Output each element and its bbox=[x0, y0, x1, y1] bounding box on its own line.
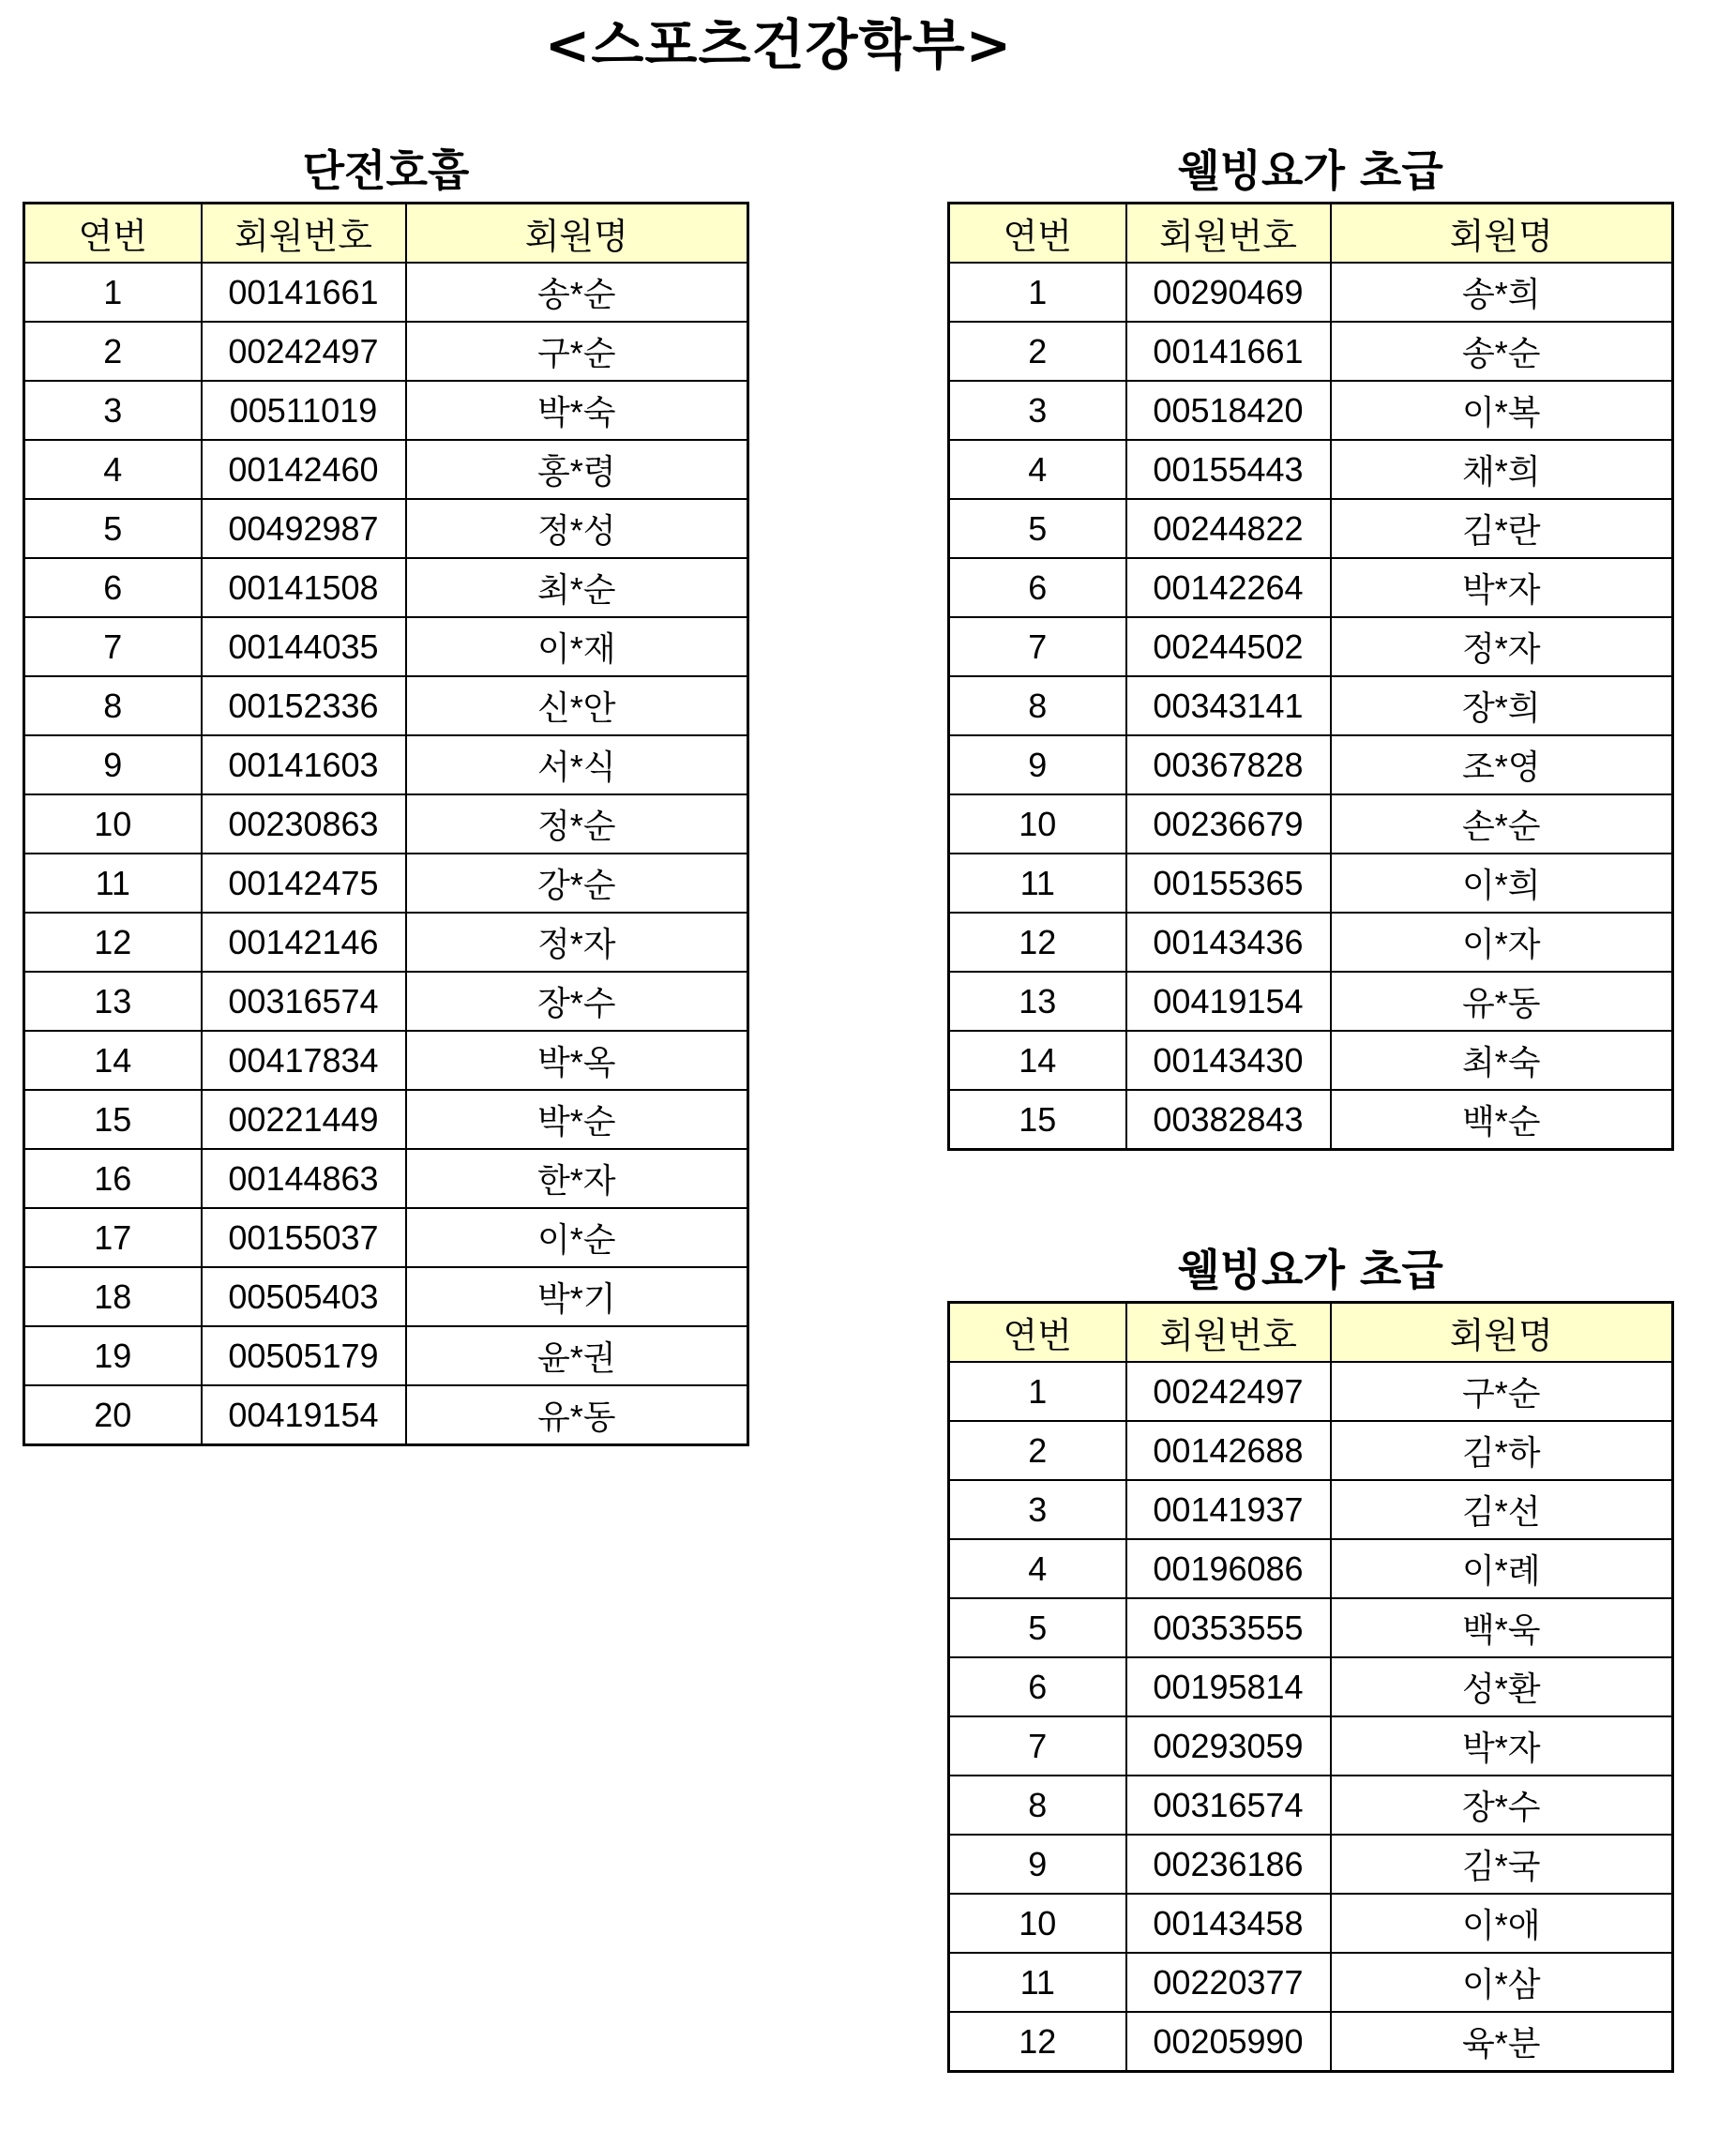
cell-member-name: 정*순 bbox=[406, 794, 748, 854]
cell-number: 6 bbox=[24, 558, 202, 617]
table-row bbox=[949, 794, 1673, 854]
cell-member-name: 윤*권 bbox=[406, 1326, 748, 1385]
cell-member-name: 김*선 bbox=[1331, 1480, 1673, 1539]
cell-member-id: 00244822 bbox=[1126, 499, 1331, 558]
table-row bbox=[949, 263, 1673, 322]
section-wellbeing-yoga-beginner bbox=[947, 141, 1674, 1151]
table-row bbox=[949, 1480, 1673, 1539]
cell-number: 5 bbox=[24, 499, 202, 558]
table-row bbox=[949, 972, 1673, 1031]
cell-member-id: 00293059 bbox=[1126, 1716, 1331, 1776]
cell-number: 14 bbox=[949, 1031, 1126, 1090]
cell-member-name: 정*자 bbox=[1331, 617, 1673, 676]
table-row bbox=[949, 1539, 1673, 1598]
cell-member-id: 00367828 bbox=[1126, 735, 1331, 794]
section-title: 단전호흡 bbox=[302, 145, 470, 196]
cell-number: 1 bbox=[949, 1362, 1126, 1421]
table-row bbox=[949, 499, 1673, 558]
cell-number: 15 bbox=[24, 1090, 202, 1149]
cell-number: 6 bbox=[949, 558, 1126, 617]
cell-member-name: 송*순 bbox=[1331, 322, 1673, 381]
cell-number: 9 bbox=[949, 735, 1126, 794]
cell-member-id: 00141661 bbox=[202, 263, 406, 322]
cell-member-name: 박*자 bbox=[1331, 558, 1673, 617]
column-header-member-id: 회원번호 bbox=[1126, 204, 1331, 264]
table-row bbox=[24, 1149, 748, 1208]
cell-number: 8 bbox=[949, 1776, 1126, 1835]
cell-number: 19 bbox=[24, 1326, 202, 1385]
table-row bbox=[24, 263, 748, 322]
cell-number: 11 bbox=[949, 854, 1126, 913]
table-row bbox=[949, 1090, 1673, 1150]
table-row bbox=[24, 735, 748, 794]
cell-member-name: 최*숙 bbox=[1331, 1031, 1673, 1090]
cell-member-name: 육*분 bbox=[1331, 2012, 1673, 2072]
cell-member-id: 00290469 bbox=[1126, 263, 1331, 322]
cell-member-name: 서*식 bbox=[406, 735, 748, 794]
cell-member-name: 이*희 bbox=[1331, 854, 1673, 913]
cell-member-id: 00316574 bbox=[202, 972, 406, 1031]
cell-number: 7 bbox=[24, 617, 202, 676]
cell-member-name: 이*재 bbox=[406, 617, 748, 676]
section-danjeon-breathing bbox=[23, 141, 749, 1446]
cell-member-id: 00155037 bbox=[202, 1208, 406, 1267]
cell-number: 3 bbox=[949, 381, 1126, 440]
cell-member-name: 백*순 bbox=[1331, 1090, 1673, 1150]
cell-member-id: 00155365 bbox=[1126, 854, 1331, 913]
table-header-row bbox=[24, 204, 748, 264]
cell-member-id: 00505179 bbox=[202, 1326, 406, 1385]
section-wellbeing-yoga-beginner-2 bbox=[947, 1240, 1674, 2073]
table-row bbox=[24, 381, 748, 440]
cell-member-name: 장*수 bbox=[406, 972, 748, 1031]
table-row bbox=[949, 1776, 1673, 1835]
table-row bbox=[24, 913, 748, 972]
table-row bbox=[24, 1267, 748, 1326]
cell-number: 3 bbox=[24, 381, 202, 440]
cell-member-id: 00155443 bbox=[1126, 440, 1331, 499]
cell-member-name: 김*하 bbox=[1331, 1421, 1673, 1480]
cell-number: 8 bbox=[949, 676, 1126, 735]
section-title: 웰빙요가 초급 bbox=[1178, 145, 1443, 196]
table-row bbox=[949, 2012, 1673, 2072]
cell-member-name: 송*순 bbox=[406, 263, 748, 322]
table-row bbox=[949, 854, 1673, 913]
cell-number: 15 bbox=[949, 1090, 1126, 1150]
cell-member-id: 00518420 bbox=[1126, 381, 1331, 440]
cell-number: 12 bbox=[949, 2012, 1126, 2072]
table-row bbox=[24, 1326, 748, 1385]
cell-number: 2 bbox=[24, 322, 202, 381]
cell-member-name: 박*숙 bbox=[406, 381, 748, 440]
cell-member-name: 구*순 bbox=[406, 322, 748, 381]
cell-member-id: 00511019 bbox=[202, 381, 406, 440]
table-row bbox=[949, 1835, 1673, 1894]
cell-member-id: 00492987 bbox=[202, 499, 406, 558]
cell-member-name: 조*영 bbox=[1331, 735, 1673, 794]
table-row bbox=[24, 617, 748, 676]
cell-number: 10 bbox=[949, 794, 1126, 854]
cell-number: 1 bbox=[24, 263, 202, 322]
table-row bbox=[949, 617, 1673, 676]
cell-member-id: 00242497 bbox=[202, 322, 406, 381]
cell-member-id: 00142460 bbox=[202, 440, 406, 499]
cell-member-name: 신*안 bbox=[406, 676, 748, 735]
cell-number: 18 bbox=[24, 1267, 202, 1326]
cell-member-name: 홍*령 bbox=[406, 440, 748, 499]
cell-member-id: 00417834 bbox=[202, 1031, 406, 1090]
table-row bbox=[949, 322, 1673, 381]
table-row bbox=[24, 499, 748, 558]
cell-member-id: 00143458 bbox=[1126, 1894, 1331, 1953]
cell-member-id: 00196086 bbox=[1126, 1539, 1331, 1598]
cell-number: 20 bbox=[24, 1385, 202, 1445]
cell-member-id: 00230863 bbox=[202, 794, 406, 854]
roster-table bbox=[947, 1301, 1674, 2073]
table-row bbox=[24, 854, 748, 913]
cell-member-id: 00382843 bbox=[1126, 1090, 1331, 1150]
cell-number: 6 bbox=[949, 1657, 1126, 1716]
table-row bbox=[949, 676, 1673, 735]
cell-member-name: 박*자 bbox=[1331, 1716, 1673, 1776]
cell-member-name: 채*희 bbox=[1331, 440, 1673, 499]
cell-number: 2 bbox=[949, 322, 1126, 381]
cell-number: 10 bbox=[24, 794, 202, 854]
table-row bbox=[949, 913, 1673, 972]
column-header-number: 연번 bbox=[24, 204, 202, 264]
cell-number: 14 bbox=[24, 1031, 202, 1090]
cell-member-name: 이*례 bbox=[1331, 1539, 1673, 1598]
cell-member-id: 00236679 bbox=[1126, 794, 1331, 854]
cell-member-id: 00316574 bbox=[1126, 1776, 1331, 1835]
section-title: 웰빙요가 초급 bbox=[1178, 1245, 1443, 1295]
cell-member-name: 정*성 bbox=[406, 499, 748, 558]
column-header-member-id: 회원번호 bbox=[202, 204, 406, 264]
table-row bbox=[949, 1421, 1673, 1480]
column-header-member-name: 회원명 bbox=[406, 204, 748, 264]
table-row bbox=[24, 676, 748, 735]
cell-member-name: 이*복 bbox=[1331, 381, 1673, 440]
cell-member-name: 정*자 bbox=[406, 913, 748, 972]
table-row bbox=[24, 1385, 748, 1445]
cell-member-name: 김*란 bbox=[1331, 499, 1673, 558]
cell-member-name: 최*순 bbox=[406, 558, 748, 617]
cell-number: 3 bbox=[949, 1480, 1126, 1539]
cell-member-name: 강*순 bbox=[406, 854, 748, 913]
cell-number: 4 bbox=[949, 1539, 1126, 1598]
cell-member-id: 00142688 bbox=[1126, 1421, 1331, 1480]
cell-member-id: 00195814 bbox=[1126, 1657, 1331, 1716]
table-row bbox=[949, 1894, 1673, 1953]
column-header-member-name: 회원명 bbox=[1331, 1303, 1673, 1363]
cell-number: 7 bbox=[949, 617, 1126, 676]
cell-member-id: 00244502 bbox=[1126, 617, 1331, 676]
table-row bbox=[949, 1953, 1673, 2012]
table-row bbox=[24, 972, 748, 1031]
cell-member-name: 이*삼 bbox=[1331, 1953, 1673, 2012]
cell-member-name: 유*동 bbox=[1331, 972, 1673, 1031]
cell-member-id: 00419154 bbox=[202, 1385, 406, 1445]
table-row bbox=[949, 1657, 1673, 1716]
cell-member-id: 00143436 bbox=[1126, 913, 1331, 972]
table-row bbox=[24, 794, 748, 854]
cell-member-id: 00141603 bbox=[202, 735, 406, 794]
cell-member-name: 박*순 bbox=[406, 1090, 748, 1149]
roster-table bbox=[947, 202, 1674, 1151]
cell-member-name: 이*자 bbox=[1331, 913, 1673, 972]
cell-member-id: 00221449 bbox=[202, 1090, 406, 1149]
cell-number: 10 bbox=[949, 1894, 1126, 1953]
cell-number: 1 bbox=[949, 263, 1126, 322]
table-row bbox=[949, 735, 1673, 794]
column-header-member-id: 회원번호 bbox=[1126, 1303, 1331, 1363]
table-row bbox=[24, 440, 748, 499]
cell-member-id: 00141508 bbox=[202, 558, 406, 617]
table-row bbox=[24, 1208, 748, 1267]
cell-member-name: 박*기 bbox=[406, 1267, 748, 1326]
cell-number: 9 bbox=[24, 735, 202, 794]
cell-member-id: 00343141 bbox=[1126, 676, 1331, 735]
column-header-member-name: 회원명 bbox=[1331, 204, 1673, 264]
table-row bbox=[949, 1716, 1673, 1776]
cell-member-id: 00205990 bbox=[1126, 2012, 1331, 2072]
cell-member-name: 성*환 bbox=[1331, 1657, 1673, 1716]
cell-number: 2 bbox=[949, 1421, 1126, 1480]
page-title: <스포츠건강학부> bbox=[544, 13, 1013, 77]
cell-member-id: 00143430 bbox=[1126, 1031, 1331, 1090]
table-row bbox=[949, 440, 1673, 499]
cell-number: 4 bbox=[24, 440, 202, 499]
table-row bbox=[949, 558, 1673, 617]
table-row bbox=[24, 322, 748, 381]
cell-member-id: 00505403 bbox=[202, 1267, 406, 1326]
cell-number: 13 bbox=[949, 972, 1126, 1031]
cell-number: 5 bbox=[949, 1598, 1126, 1657]
cell-member-id: 00144863 bbox=[202, 1149, 406, 1208]
roster-table bbox=[23, 202, 749, 1446]
cell-member-id: 00142146 bbox=[202, 913, 406, 972]
cell-number: 12 bbox=[949, 913, 1126, 972]
cell-member-name: 한*자 bbox=[406, 1149, 748, 1208]
cell-member-id: 00141937 bbox=[1126, 1480, 1331, 1539]
cell-number: 12 bbox=[24, 913, 202, 972]
cell-member-id: 00144035 bbox=[202, 617, 406, 676]
cell-member-id: 00242497 bbox=[1126, 1362, 1331, 1421]
cell-number: 13 bbox=[24, 972, 202, 1031]
table-row bbox=[949, 1598, 1673, 1657]
table-row bbox=[24, 558, 748, 617]
table-header-row bbox=[949, 1303, 1673, 1363]
cell-member-name: 김*국 bbox=[1331, 1835, 1673, 1894]
cell-member-id: 00142264 bbox=[1126, 558, 1331, 617]
table-row bbox=[949, 1031, 1673, 1090]
cell-number: 17 bbox=[24, 1208, 202, 1267]
cell-member-name: 박*옥 bbox=[406, 1031, 748, 1090]
cell-member-id: 00236186 bbox=[1126, 1835, 1331, 1894]
cell-member-name: 장*수 bbox=[1331, 1776, 1673, 1835]
cell-member-id: 00152336 bbox=[202, 676, 406, 735]
column-header-number: 연번 bbox=[949, 1303, 1126, 1363]
table-row bbox=[949, 381, 1673, 440]
cell-number: 8 bbox=[24, 676, 202, 735]
table-row bbox=[24, 1031, 748, 1090]
cell-number: 7 bbox=[949, 1716, 1126, 1776]
cell-member-id: 00220377 bbox=[1126, 1953, 1331, 2012]
cell-member-id: 00353555 bbox=[1126, 1598, 1331, 1657]
column-header-number: 연번 bbox=[949, 204, 1126, 264]
cell-member-name: 장*희 bbox=[1331, 676, 1673, 735]
cell-number: 11 bbox=[24, 854, 202, 913]
table-header-row bbox=[949, 204, 1673, 264]
table-row bbox=[24, 1090, 748, 1149]
cell-member-name: 손*순 bbox=[1331, 794, 1673, 854]
cell-number: 4 bbox=[949, 440, 1126, 499]
cell-number: 5 bbox=[949, 499, 1126, 558]
cell-member-name: 이*순 bbox=[406, 1208, 748, 1267]
cell-number: 11 bbox=[949, 1953, 1126, 2012]
cell-member-name: 이*애 bbox=[1331, 1894, 1673, 1953]
cell-member-name: 구*순 bbox=[1331, 1362, 1673, 1421]
cell-member-id: 00419154 bbox=[1126, 972, 1331, 1031]
cell-member-name: 유*동 bbox=[406, 1385, 748, 1445]
cell-member-id: 00141661 bbox=[1126, 322, 1331, 381]
cell-member-id: 00142475 bbox=[202, 854, 406, 913]
cell-member-name: 송*희 bbox=[1331, 263, 1673, 322]
cell-member-name: 백*욱 bbox=[1331, 1598, 1673, 1657]
table-row bbox=[949, 1362, 1673, 1421]
cell-number: 9 bbox=[949, 1835, 1126, 1894]
cell-number: 16 bbox=[24, 1149, 202, 1208]
